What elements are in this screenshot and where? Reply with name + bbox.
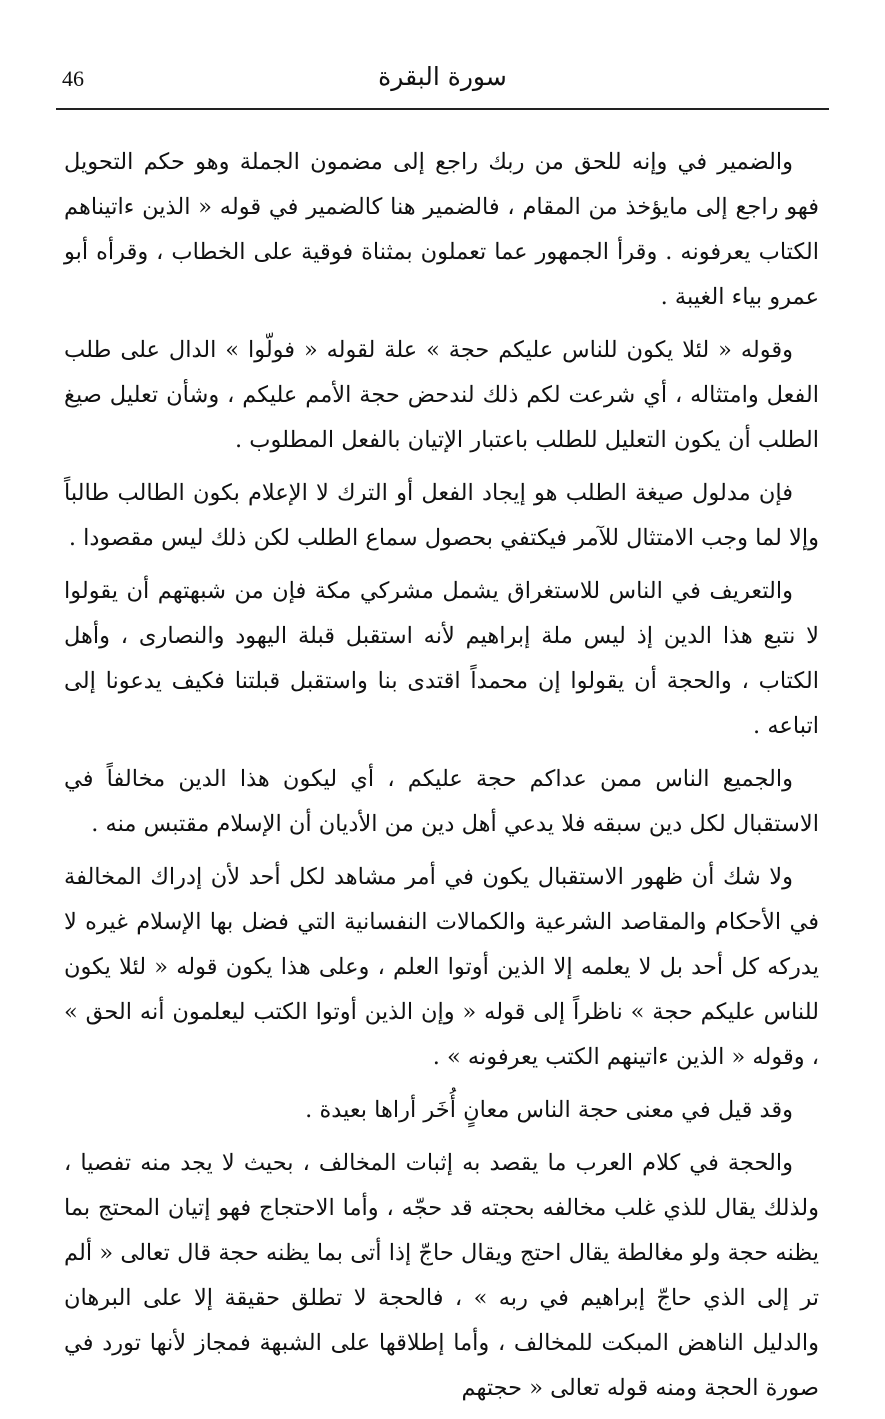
paragraph: والتعريف في الناس للاستغراق يشمل مشركي مكة فإن من شبهتهم أن يقولوا لا نتبع هذا الدين إذ ليس ملة إبراهيم لأنه استقبل قبلة اليهود والنصارى ، وأهل الكتاب ، والحجة أن يقولوا إن محمداً اقتدى بنا واستقبل قبلتنا فكيف يدعونا إلى اتباعه . <box>64 578 819 739</box>
paragraph: والحجة في كلام العرب ما يقصد به إثبات المخالف ، بحيث لا يجد منه تفصيا ، ولذلك يقال للذي غلب مخالفه بحجته قد حجّه ، وأما الاحتجاج فهو إتيان المحتج بما يظنه حجة ولو مغالطة يقال احتج ويقال حاجّ إذا أتى بما يظنه حجة قال تعالى « ألم تر إلى الذي حاجّ إبراهيم في ربه » ، فالحجة لا تطلق حقيقة إلا على البرهان والدليل الناهض المبكت للمخالف ، وأما إطلاقها على الشبهة فمجاز لأنها تورد في صورة الحجة ومنه قوله تعالى « حجتهم <box>64 1150 819 1401</box>
paragraph: والضمير في وإنه للحق من ربك راجع إلى مضمون الجملة وهو حكم التحويل فهو راجع إلى مايؤخذ من المقام ، فالضمير هنا كالضمير في قوله « الذين ءاتيناهم الكتاب يعرفونه . وقرأ الجمهور عما تعملون بمثناة فوقية على الخطاب ، وقرأه أبو عمرو بياء الغيبة . <box>64 149 819 310</box>
page-number: 46 <box>62 66 84 91</box>
body-text <box>64 140 819 1419</box>
paragraph: وقد قيل في معنى حجة الناس معانٍ أُخَر أراها بعيدة . <box>305 1097 793 1123</box>
page-header <box>62 56 823 106</box>
paragraph: فإن مدلول صيغة الطلب هو إيجاد الفعل أو الترك لا الإعلام بكون الطالب طالباً وإلا لما وجب الامتثال للآمر فيكتفي بحصول سماع الطلب لكن ذلك ليس مقصودا . <box>64 480 819 551</box>
paragraph: ولا شك أن ظهور الاستقبال يكون في أمر مشاهد لكل أحد لأن إدراك المخالفة في الأحكام والمقاصد الشرعية والكمالات النفسانية التي فضل بها الإسلام غيره لا يدركه كل أحد بل لا يعلمه إلا الذين أوتوا العلم ، وعلى هذا يكون قوله « لئلا يكون للناس عليكم حجة » ناظراً إلى قوله « وإن الذين أوتوا الكتب ليعلمون أنه الحق » ، وقوله « الذين ءاتينهم الكتب يعرفونه » . <box>64 864 819 1070</box>
surah-title: سورة البقرة <box>378 62 507 91</box>
header-divider <box>56 108 829 110</box>
paragraph: وقوله « لئلا يكون للناس عليكم حجة » علة لقوله « فولّوا » الدال على طلب الفعل وامتثاله ، أي شرعت لكم ذلك لندحض حجة الأمم عليكم ، وشأن تعليل صيغ الطلب أن يكون التعليل للطلب باعتبار الإتيان بالفعل المطلوب . <box>64 337 819 453</box>
paragraph: والجميع الناس ممن عداكم حجة عليكم ، أي ليكون هذا الدين مخالفاً في الاستقبال لكل دين سبقه فلا يدعي أهل دين من الأديان أن الإسلام مقتبس منه . <box>64 766 819 837</box>
